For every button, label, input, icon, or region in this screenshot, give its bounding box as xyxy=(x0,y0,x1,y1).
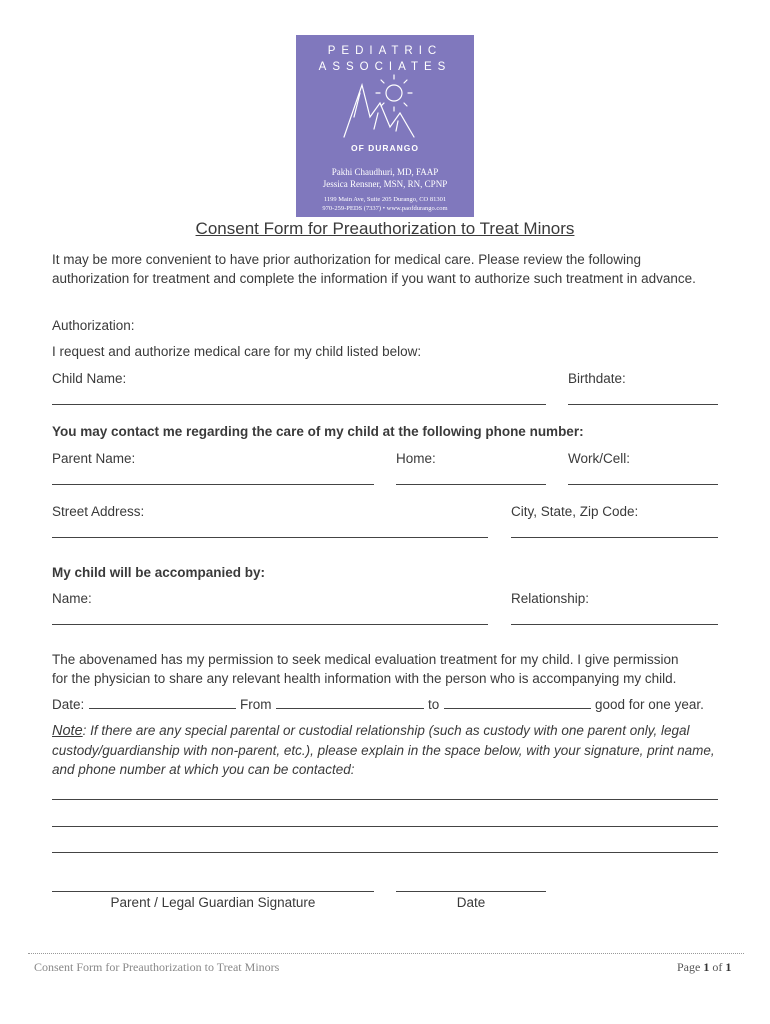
authorization-heading: Authorization: xyxy=(52,318,135,333)
logo-doctor-1: Pakhi Chaudhuri, MD, FAAP xyxy=(331,167,439,177)
footer-title: Consent Form for Preauthorization to Treat Minors xyxy=(34,960,280,974)
parent-name-field[interactable] xyxy=(52,484,374,485)
companion-name-field[interactable] xyxy=(52,624,488,625)
page-number xyxy=(677,960,731,975)
footer-divider xyxy=(28,953,744,954)
child-name-field[interactable] xyxy=(52,404,546,405)
to-label: to xyxy=(428,697,440,712)
form-title: Consent Form for Preauthorization to Treat Minors xyxy=(195,219,575,238)
practice-logo xyxy=(296,35,474,217)
note-text: : If there are any special parental or custodial relationship (such as custody with one parent only, legal custody/guardianship with non-parent, etc.), please explain in the space below, with your signature, print name, and phone number at which you can be contacted: xyxy=(52,723,715,777)
parent-name-label: Parent Name: xyxy=(52,451,136,466)
relationship-field[interactable] xyxy=(511,624,718,625)
good-for-one-year-label: good for one year. xyxy=(595,697,704,712)
street-address-label: Street Address: xyxy=(52,504,145,519)
permission-text-2: for the physician to share any relevant health information with the person who is accompanying my child. xyxy=(52,671,677,686)
sun-mountains-icon xyxy=(340,73,430,141)
page-total: 1 xyxy=(725,960,732,974)
work-cell-field[interactable] xyxy=(568,484,718,485)
logo-line-1: PEDIATRIC xyxy=(327,45,443,57)
home-label: Home: xyxy=(396,451,436,466)
city-state-zip-field[interactable] xyxy=(511,537,718,538)
street-address-field[interactable] xyxy=(52,537,488,538)
signature-date-label: Date xyxy=(456,895,486,910)
city-state-zip-label: City, State, Zip Code: xyxy=(511,504,639,519)
birthdate-field[interactable] xyxy=(568,404,718,405)
name-label: Name: xyxy=(52,591,92,606)
logo-doctor-2: Jessica Rensner, MSN, RN, CPNP xyxy=(322,179,448,189)
from-label: From xyxy=(240,697,272,712)
request-text: I request and authorize medical care for my child listed below: xyxy=(52,344,422,359)
explanation-line-2[interactable] xyxy=(52,826,718,827)
permission-text-1: The abovenamed has my permission to seek medical evaluation treatment for my child. I give permission xyxy=(52,652,679,667)
of-word: of xyxy=(712,960,723,974)
accompanied-heading: My child will be accompanied by: xyxy=(52,565,266,580)
to-field[interactable] xyxy=(444,708,591,709)
contact-heading: You may contact me regarding the care of my child at the following phone number: xyxy=(52,424,584,439)
work-cell-label: Work/Cell: xyxy=(568,451,631,466)
intro-paragraph: It may be more convenient to have prior authorization for medical care. Please review the following authorization for treatment and complete the information if you want to authorize such treatment in advance. xyxy=(52,252,696,286)
birthdate-label: Birthdate: xyxy=(568,371,626,386)
logo-line-3: OF DURANGO xyxy=(350,143,420,153)
home-phone-field[interactable] xyxy=(396,484,546,485)
page-current: 1 xyxy=(703,960,710,974)
from-field[interactable] xyxy=(276,708,424,709)
guardian-signature-label: Parent / Legal Guardian Signature xyxy=(110,895,316,910)
signature-date-field[interactable] xyxy=(396,891,546,892)
child-name-label: Child Name: xyxy=(52,371,127,386)
relationship-label: Relationship: xyxy=(511,591,590,606)
logo-address-2: 970-259-PEDS (7337) • www.paofdurango.com xyxy=(322,205,448,212)
note-label: Note xyxy=(52,723,83,739)
logo-line-2: ASSOCIATES xyxy=(318,61,452,73)
date-field[interactable] xyxy=(89,708,236,709)
explanation-line-3[interactable] xyxy=(52,852,718,853)
logo-address-1: 1199 Main Ave, Suite 205 Durango, CO 81301 xyxy=(323,196,447,203)
guardian-signature-field[interactable] xyxy=(52,891,374,892)
note-paragraph xyxy=(52,721,722,779)
date-label: Date: xyxy=(52,697,85,712)
page-word: Page xyxy=(677,960,701,974)
explanation-line-1[interactable] xyxy=(52,799,718,800)
